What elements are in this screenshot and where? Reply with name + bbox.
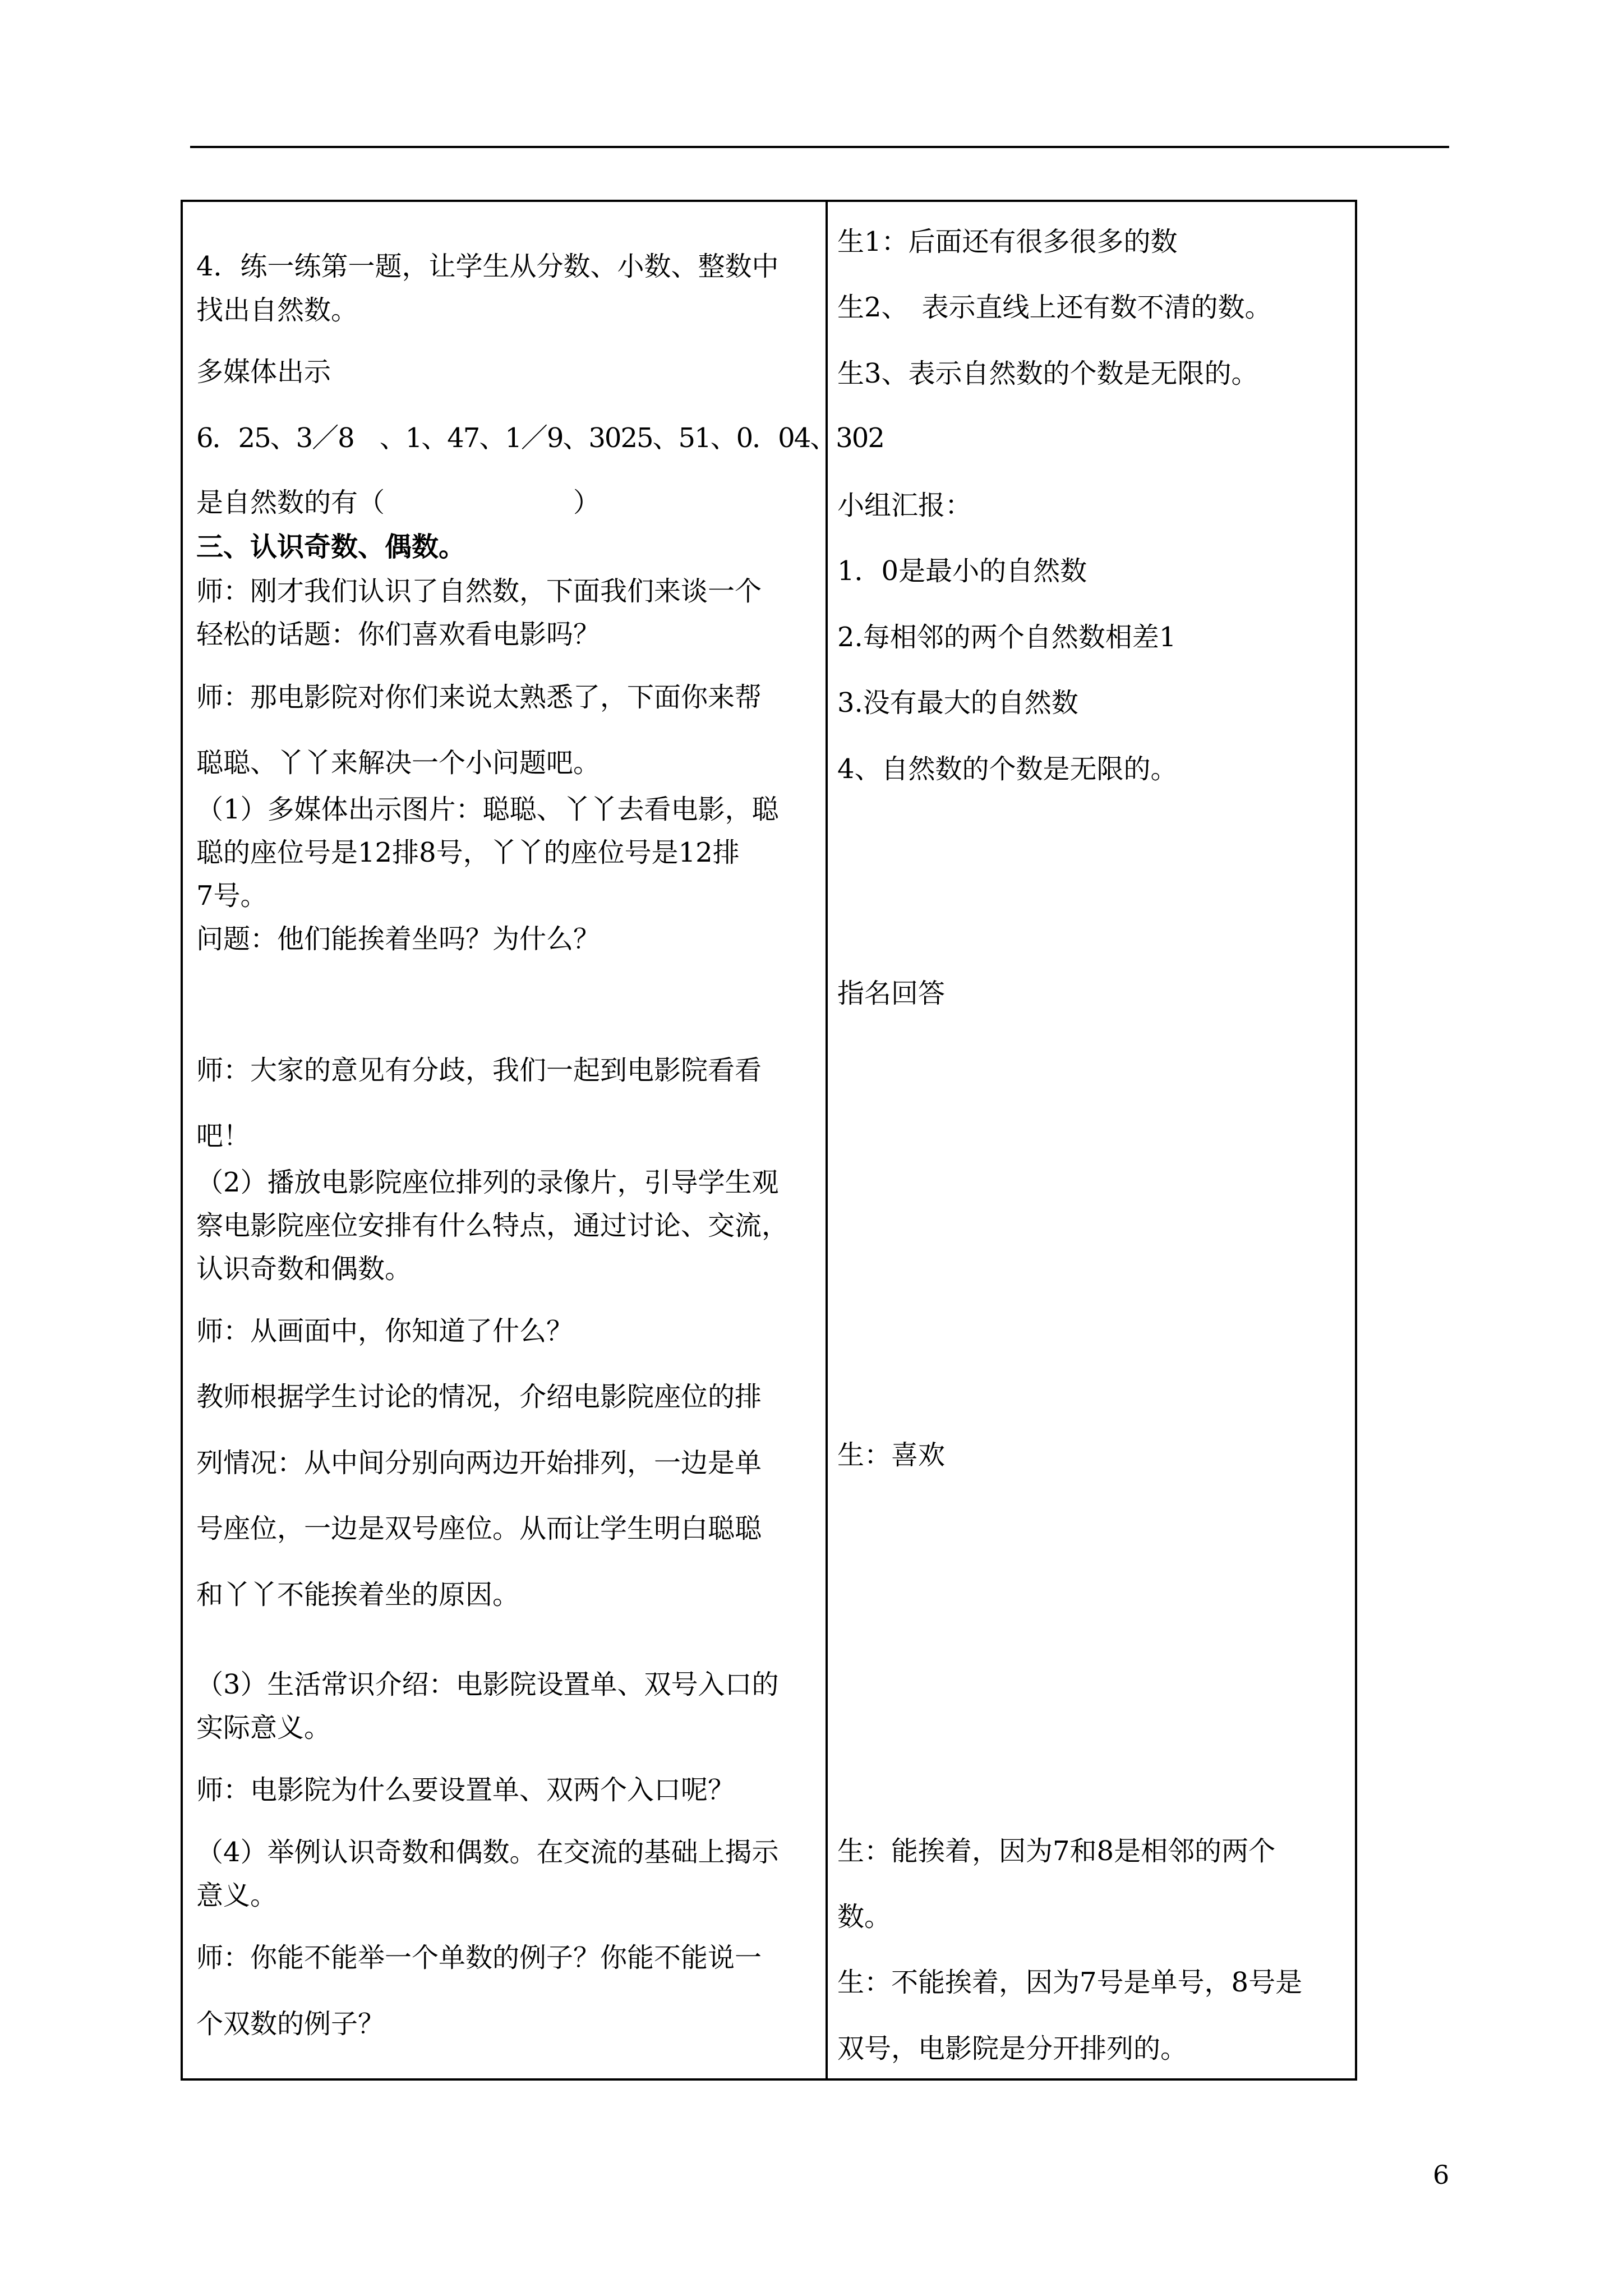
left-line: 6．25、3／8 、1、47、1／9、3025、51、0．04、302: [196, 422, 884, 454]
left-line: 师：大家的意见有分歧，我们一起到电影院看看: [196, 1055, 762, 1086]
left-line: （3）生活常识介绍：电影院设置单、双号入口的: [196, 1669, 779, 1700]
right-line: 小组汇报：: [837, 490, 972, 521]
left-line: 吧！: [196, 1120, 251, 1152]
left-line: （4）举例认识奇数和偶数。在交流的基础上揭示: [196, 1837, 779, 1868]
right-line: 指名回答: [837, 978, 946, 1009]
left-line: 4．练一练第一题，让学生从分数、小数、整数中: [196, 251, 779, 282]
left-line: 聪聪、丫丫来解决一个小问题吧。: [196, 747, 601, 779]
column-divider: [826, 202, 828, 2078]
left-line: 师：电影院为什么要设置单、双两个入口呢？: [196, 1774, 735, 1806]
right-line: 4、自然数的个数是无限的。: [837, 753, 1178, 785]
left-line: 察电影院座位安排有什么特点，通过讨论、交流，: [196, 1210, 789, 1241]
right-line: 2.每相邻的两个自然数相差1: [837, 622, 1177, 653]
right-line: 双号，电影院是分开排列的。: [837, 2033, 1188, 2064]
left-line: 教师根据学生讨论的情况，介绍电影院座位的排: [196, 1381, 762, 1412]
header-rule: [190, 146, 1449, 148]
left-line: 聪的座位号是12排8号，丫丫的座位号是12排: [196, 837, 740, 868]
left-line: 和丫丫不能挨着坐的原因。: [196, 1579, 520, 1611]
left-line: （1）多媒体出示图片：聪聪、丫丫去看电影，聪: [196, 794, 779, 825]
section-heading: 三、认识奇数、偶数。: [196, 531, 466, 563]
left-line: 轻松的话题：你们喜欢看电影吗？: [196, 619, 601, 650]
right-line: 生：喜欢: [837, 1439, 946, 1471]
left-line: （2）播放电影院座位排列的录像片，引导学生观: [196, 1167, 779, 1198]
left-line: 个双数的例子？: [196, 2008, 385, 2040]
left-line: 是自然数的有（ ）: [196, 487, 601, 518]
left-line: 师：你能不能举一个单数的例子？你能不能说一: [196, 1942, 762, 1973]
left-line: 列情况：从中间分别向两边开始排列，一边是单: [196, 1447, 762, 1479]
right-line: 生1：后面还有很多很多的数: [837, 226, 1178, 257]
right-line: 生：不能挨着，因为7号是单号，8号是: [837, 1967, 1303, 1998]
left-line: 问题：他们能挨着坐吗？为什么？: [196, 923, 601, 955]
right-line: 生：能挨着，因为7和8是相邻的两个: [837, 1835, 1276, 1867]
left-line: 实际意义。: [196, 1712, 331, 1743]
left-line: 师：那电影院对你们来说太熟悉了，下面你来帮: [196, 682, 762, 713]
left-line: 号座位，一边是双号座位。从而让学生明白聪聪: [196, 1513, 762, 1544]
right-line: 3.没有最大的自然数: [837, 687, 1078, 719]
left-line: 意义。: [196, 1880, 278, 1911]
right-line: 1．0是最小的自然数: [837, 555, 1087, 587]
left-line: 找出自然数。: [196, 295, 358, 326]
right-line: 生2、 表示直线上还有数不清的数。: [837, 292, 1272, 323]
right-line: 数。: [837, 1901, 892, 1932]
left-line: 认识奇数和偶数。: [196, 1253, 412, 1285]
left-line: 师：从画面中，你知道了什么？: [196, 1315, 574, 1347]
left-line: 多媒体出示: [196, 356, 331, 388]
left-line: 师：刚才我们认识了自然数，下面我们来谈一个: [196, 576, 762, 607]
right-line: 生3、表示自然数的个数是无限的。: [837, 358, 1258, 389]
left-line: 7号。: [196, 880, 268, 912]
page-number: 6: [1433, 2160, 1450, 2190]
